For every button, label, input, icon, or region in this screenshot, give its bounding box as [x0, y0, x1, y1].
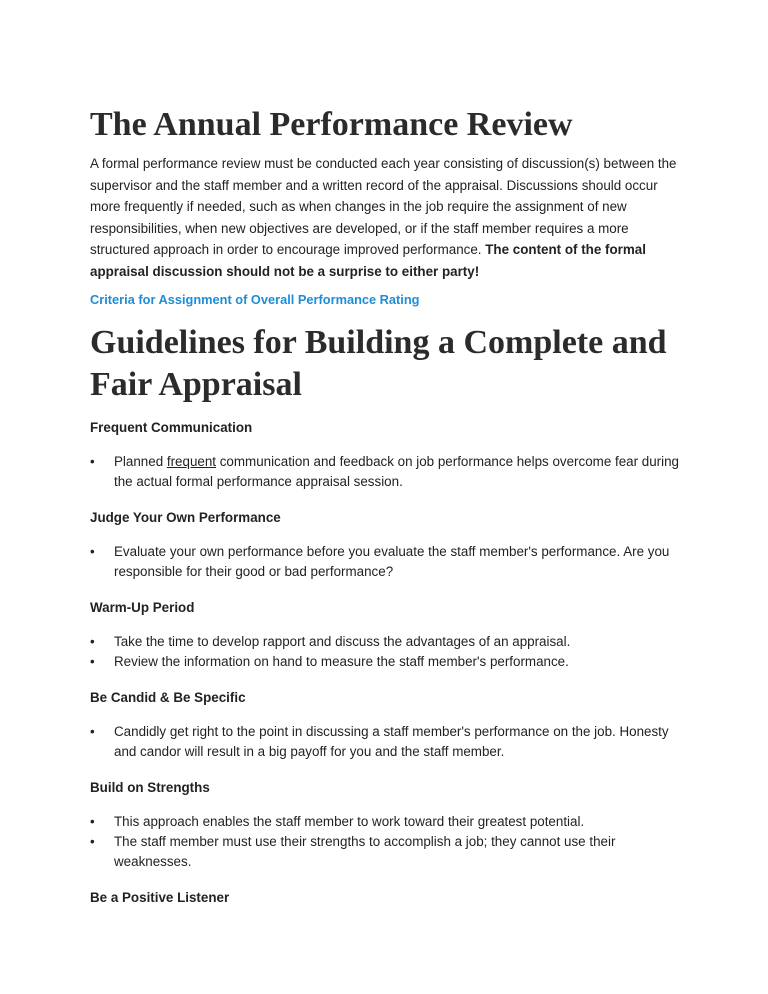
guidelines-title: Guidelines for Building a Complete and Fair Appraisal — [90, 324, 667, 403]
page-title: The Annual Performance Review — [90, 106, 573, 143]
list-item — [90, 542, 686, 582]
criteria-link[interactable]: Criteria for Assignment of Overall Performance Rating — [90, 292, 420, 307]
section-title-be-a-positive-listener: Be a Positive Listener — [90, 890, 230, 905]
list-build-on-strengths — [90, 812, 686, 872]
bullet-icon: • — [90, 834, 95, 849]
list-item-text: Review the information on hand to measure the staff member's performance. — [114, 654, 569, 669]
bullet-icon: • — [90, 724, 95, 739]
list-item — [90, 652, 686, 672]
list-item-text: communication and feedback on job performance helps overcome fear during the actual formal performance appraisal session. — [114, 454, 679, 489]
intro-text: A formal performance review must be conducted each year consisting of discussion(s) between the supervisor and the staff member and a written record of the appraisal. Discussions should occur more frequently if needed, such as when changes in the job require the assignment of new responsibilities, when new objectives are developed, or if the staff member requires a more structured approach in order to encourage improved performance. — [90, 156, 677, 257]
intro-paragraph — [90, 153, 686, 282]
list-item — [90, 452, 686, 492]
list-warm-up-period — [90, 632, 686, 672]
section-title-warm-up-period: Warm-Up Period — [90, 600, 195, 615]
list-be-candid — [90, 722, 686, 762]
section-title-build-on-strengths: Build on Strengths — [90, 780, 210, 795]
document-page — [90, 104, 686, 922]
bullet-icon: • — [90, 814, 95, 829]
section-title-be-candid: Be Candid & Be Specific — [90, 690, 246, 705]
list-item-text: Take the time to develop rapport and discuss the advantages of an appraisal. — [114, 634, 571, 649]
section-title-judge-your-own-performance: Judge Your Own Performance — [90, 510, 281, 525]
bullet-icon: • — [90, 454, 95, 469]
list-item-text: Evaluate your own performance before you evaluate the staff member's performance. Are you responsible for their good or bad performance? — [114, 544, 670, 579]
list-item-text: The staff member must use their strengths to accomplish a job; they cannot use their weaknesses. — [114, 834, 616, 869]
underlined-word: frequent — [166, 454, 217, 469]
bullet-icon: • — [90, 654, 95, 669]
list-item-text: This approach enables the staff member to work toward their greatest potential. — [114, 814, 585, 829]
list-item — [90, 832, 686, 872]
list-item — [90, 722, 686, 762]
bullet-icon: • — [90, 544, 95, 559]
list-item-text: Planned — [114, 454, 167, 469]
list-item — [90, 632, 686, 652]
list-frequent-communication — [90, 452, 686, 492]
bullet-icon: • — [90, 634, 95, 649]
intro-bold-text: The content of the formal appraisal discussion should not be a surprise to either party! — [90, 242, 646, 279]
list-item-text: Candidly get right to the point in discussing a staff member's performance on the job. Honesty and candor will result in a big payoff for you and the staff member. — [114, 724, 669, 759]
list-judge-your-own-performance — [90, 542, 686, 582]
section-title-frequent-communication: Frequent Communication — [90, 420, 253, 435]
list-item — [90, 812, 686, 832]
